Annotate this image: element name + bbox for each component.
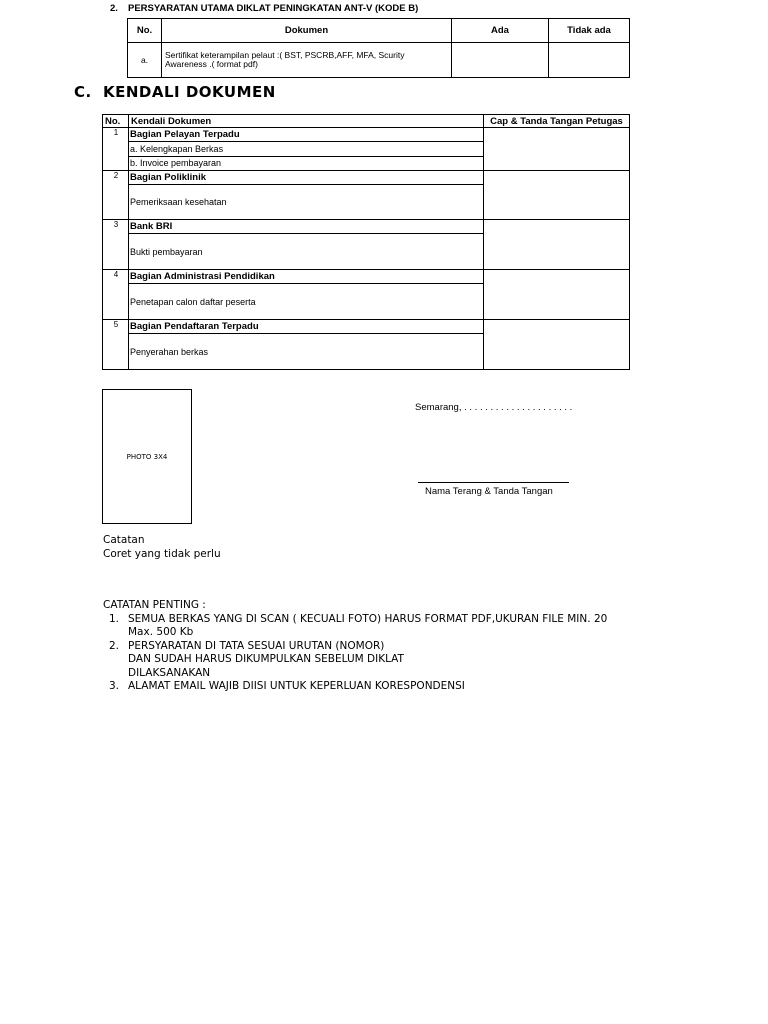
important-list [103,613,631,694]
group-item: Pemeriksaan kesehatan [129,185,484,220]
signature-label: Nama Terang & Tanda Tangan [425,486,553,497]
present-checkbox-cell[interactable] [452,43,549,78]
important-title: CATATAN PENTING : [103,599,206,611]
stamp-signature-cell[interactable] [484,171,630,220]
row-no: a. [128,43,162,78]
group-item: a. Kelengkapan Berkas [129,142,484,156]
group-no: 3 [103,220,129,270]
header-no: No. [128,19,162,43]
table-row [103,171,630,185]
group-no: 4 [103,270,129,320]
list-item [103,613,631,640]
group-no: 5 [103,320,129,370]
stamp-signature-cell[interactable] [484,128,630,171]
header-no: No. [103,115,129,128]
group-item: Bukti pembayaran [129,234,484,270]
list-item [103,640,631,681]
table-row [103,270,630,284]
notes-text: Coret yang tidak perlu [103,548,221,560]
item-line: DAN SUDAH HARUS DIKUMPULKAN SEBELUM DIKLAT [128,653,404,665]
item-line: PERSYARATAN DI TATA SESUAI URUTAN (NOMOR) [128,639,385,652]
section-c-heading: KENDALI DOKUMEN [103,83,276,101]
group-title: Bagian Poliklinik [129,171,484,185]
absent-checkbox-cell[interactable] [549,43,630,78]
table-row [103,320,630,334]
item-line: DILAKSANAKAN [128,666,211,679]
item-line: SEMUA BERKAS YANG DI SCAN ( KECUALI FOTO) HARUS FORMAT PDF,UKURAN FILE MIN. 20 [128,612,608,625]
section-c-title [74,83,276,101]
item-number: 3. [109,680,120,692]
group-no: 2 [103,171,129,220]
list-item [103,680,631,694]
table-row [128,43,630,78]
table-row [103,128,630,142]
header-document: Dokumen [162,19,452,43]
group-title: Bagian Administrasi Pendidikan [129,270,484,284]
group-item: Penyerahan berkas [129,334,484,370]
document-control-table [102,114,630,370]
group-item: b. Invoice pembayaran [129,156,484,170]
photo-label: PHOTO 3X4 [126,452,168,461]
item-number: 2. [109,639,120,652]
control-header-row [103,115,630,128]
stamp-signature-cell[interactable] [484,320,630,370]
group-item: Penetapan calon daftar peserta [129,284,484,320]
table-row [103,220,630,234]
section-2-number: 2. [110,3,118,14]
group-title: Bank BRI [129,220,484,234]
item-number: 1. [109,612,120,625]
group-title: Bagian Pelayan Terpadu [129,128,484,142]
header-present: Ada [452,19,549,43]
row-document: Sertifikat keterampilan pelaut :( BST, PSCRB,AFF, MFA, Scurity Awareness .( format pdf) [162,43,452,78]
stamp-signature-cell[interactable] [484,220,630,270]
notes-title: Catatan [103,534,145,546]
item-line: Max. 500 Kb [128,626,194,638]
group-title: Bagian Pendaftaran Terpadu [129,320,484,334]
section-c-letter: C. [74,83,92,101]
photo-placeholder[interactable] [102,389,192,524]
requirements-table [127,18,630,78]
header-control: Kendali Dokumen [129,115,484,128]
item-line: ALAMAT EMAIL WAJIB DIISI UNTUK KEPERLUAN KORESPONDENSI [128,680,465,692]
group-no: 1 [103,128,129,171]
signature-line[interactable] [418,482,569,483]
header-absent: Tidak ada [549,19,630,43]
stamp-signature-cell[interactable] [484,270,630,320]
important-notes [103,599,631,694]
requirements-header-row [128,19,630,43]
section-2-heading: PERSYARATAN UTAMA DIKLAT PENINGKATAN ANT-V (KODE B) [128,3,419,14]
section-2-title [110,3,418,14]
place-date-line: Semarang, . . . . . . . . . . . . . . . . . . . . . [415,402,573,413]
notes-block [103,533,221,561]
header-stamp: Cap & Tanda Tangan Petugas [484,115,630,128]
